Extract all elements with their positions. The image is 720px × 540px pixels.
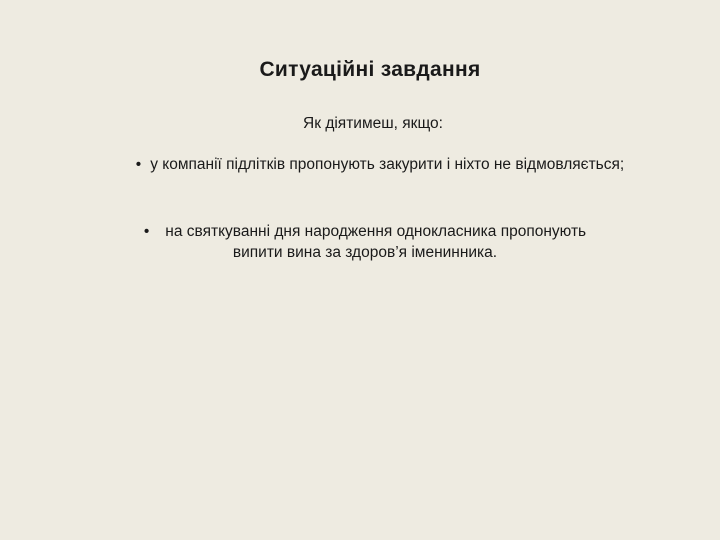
slide-title: Ситуаційні завдання — [259, 58, 481, 81]
intro-text: Як діятимеш, якщо: — [303, 115, 443, 132]
list-item-2-text: на святкуванні дня народження однокласника пропонують випити вина за здоров’я іменинника. — [165, 223, 587, 261]
bullet-icon: • — [135, 156, 142, 173]
list-item-1-text: у компанії підлітків пропонують закурити і ніхто не відмовляється; — [150, 156, 625, 173]
bullet-icon: • — [143, 223, 150, 240]
list-item-1 — [100, 154, 660, 175]
list-item-2 — [140, 221, 590, 263]
